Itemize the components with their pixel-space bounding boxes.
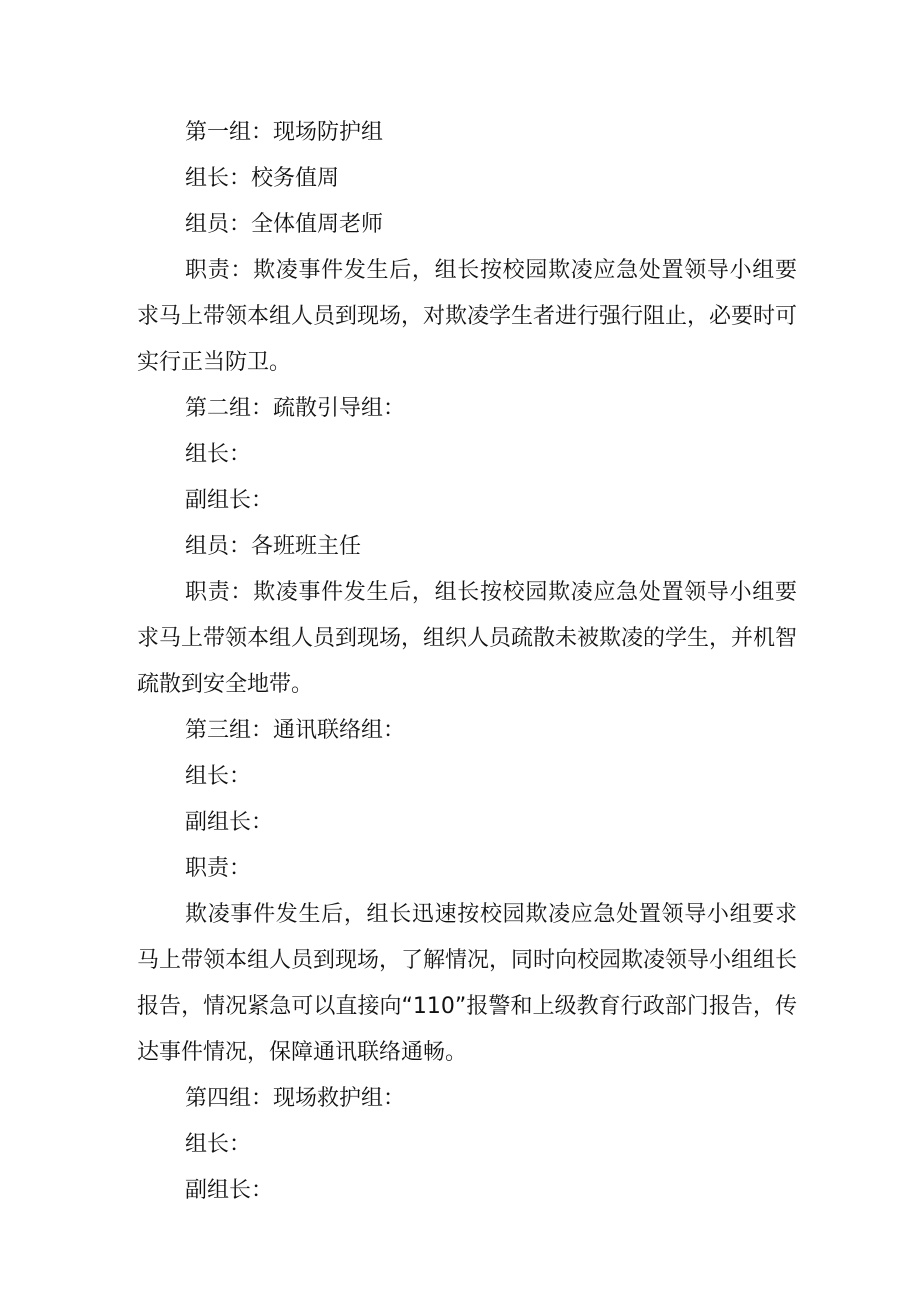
group-two-leader: 组长：	[185, 442, 252, 467]
document-body	[137, 110, 797, 1214]
group-one-heading: 第一组：现场防护组	[185, 120, 384, 145]
group-one-duty: 职责：欺凌事件发生后，组长按校园欺凌应急处置领导小组要求马上带领本组人员到现场，对欺凌学生者进行强行阻止，必要时可实行正当防卫。	[137, 258, 798, 375]
group-three-leader: 组长：	[185, 764, 252, 789]
group-three-deputy-leader: 副组长：	[185, 810, 274, 835]
group-two-duty: 职责：欺凌事件发生后，组长按校园欺凌应急处置领导小组要求马上带领本组人员到现场，组织人员疏散未被欺凌的学生，并机智疏散到安全地带。	[137, 580, 798, 697]
group-four-deputy-leader: 副组长：	[185, 1178, 274, 1203]
group-three-duty: 欺凌事件发生后，组长迅速按校园欺凌应急处置领导小组要求马上带领本组人员到现场，了解情况，同时向校园欺凌领导小组组长报告，情况紧急可以直接向“110”报警和上级教育行政部门报告，传达事件情况，保障通讯联络通畅。	[137, 902, 798, 1065]
group-two-heading: 第二组：疏散引导组：	[185, 396, 406, 421]
group-one-leader: 组长：校务值周	[185, 166, 340, 191]
group-one-members: 组员：全体值周老师	[185, 212, 384, 237]
group-two-members: 组员：各班班主任	[185, 534, 362, 559]
group-three-duty-label: 职责：	[185, 856, 252, 881]
group-two-deputy-leader: 副组长：	[185, 488, 274, 513]
group-four-leader: 组长：	[185, 1132, 252, 1157]
group-four-heading: 第四组：现场救护组：	[185, 1086, 406, 1111]
group-three-heading: 第三组：通讯联络组：	[185, 718, 406, 743]
